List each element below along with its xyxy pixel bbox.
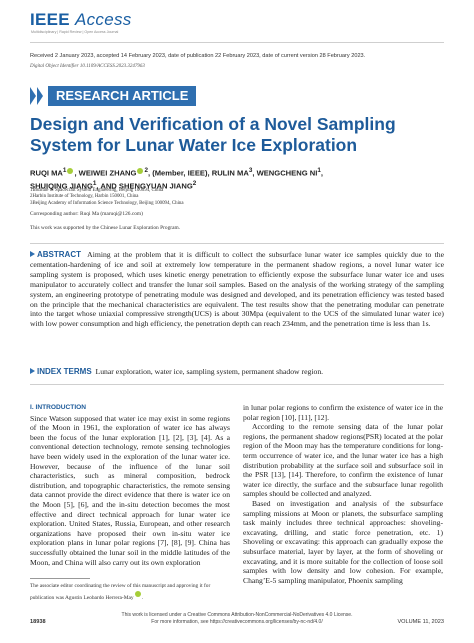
affiliation-line: 2Harbin Institute of Technology, Harbin 150001, China — [30, 194, 139, 200]
paragraph: in lunar polar regions to confirm the existence of water ice in the polar region [10], [11], [12]. — [243, 403, 443, 422]
author-name: , WEIWEI ZHANG — [74, 168, 137, 178]
author-name: RUQI MA — [30, 168, 63, 178]
author-affil-sup: 1 — [62, 167, 67, 174]
corresponding-author: Corresponding author: Ruqi Ma (maruqi@126.com) — [30, 211, 143, 217]
author-name: , AND SHENGYUAN JIANG — [96, 181, 193, 191]
abstract-heading: ABSTRACT — [37, 250, 81, 259]
editor-footnote: The associate editor coordinating the review of this manuscript and approving it for publication was Agustin Leobardo Herrera-May . — [30, 583, 211, 601]
logo-access: Access — [74, 10, 132, 29]
logo-tagline: Multidisciplinary | Rapid Review | Open Access Journal — [31, 30, 119, 34]
received-dates: Received 2 January 2023, accepted 14 February 2023, date of publication 22 February 2023, date of current version 28 February 2023. — [30, 53, 366, 59]
author-name: SHUIQING JIANG — [30, 181, 93, 191]
author-name: , (Member, IEEE), RULIN MA — [147, 168, 249, 178]
logo-ieee: IEEE — [30, 10, 70, 29]
funding-note: This work was supported by the Chinese Lunar Exploration Program. — [30, 225, 181, 231]
doi: Digital Object Identifier 10.1109/ACCESS.2023.3247963 — [30, 64, 145, 69]
page-number: 18938 — [30, 619, 46, 625]
paragraph: Based on investigation and analysis of the subsurface sampling missions at Moon or planets, the subsurface sampling task mainly includes three technical approaches: shoveling-excavating, drilling, and static force penetration, etc. 1) Shoveling or excavating: this approach can gradually expose the subsurface material, layer by layer, at the form of shoveling or excavating, and it is more suitable for the collection of loose soil samples with low density and low cohesion. For example, Chang’E-5 sampling manipulator, Phoenix sampling — [243, 498, 443, 585]
footnote-text: The associate editor coordinating the review of this manuscript and approving it for publication was Agustin Leobardo Herrera-May — [30, 583, 211, 601]
ieee-access-logo — [30, 10, 132, 30]
affiliations — [30, 188, 440, 207]
author-affil-sup: 3 — [248, 167, 253, 174]
right-column — [243, 403, 443, 585]
section-heading: I. INTRODUCTION — [30, 404, 87, 411]
license-line: This work is licensed under a Creative Commons Attribution-NonCommercial-NoDerivatives 4.0 License. — [121, 612, 353, 618]
index-terms-heading: INDEX TERMS — [37, 367, 92, 376]
triangle-bullet-icon — [30, 251, 35, 257]
badge-label: RESEARCH ARTICLE — [48, 86, 196, 106]
paragraph: Since Watson supposed that water ice may exist in some regions of the Moon in 1961, the exploration of water ice has always been the focus of the lunar exploration [1], [2], [3], [4]. As a conventional detection technology, remote sensing technologies have been widely used in the exploration of the lunar water ice. However, because of the influence of the lunar soil characteristics, such as mineral composition, bedrock distribution, and topographic characteristics, the remote sensing data cannot provide the direct evidence that there is water ice on the Moon [5], [6], and the in-situ detection becomes the most effective and direct technical approach for lunar water ice exploration. United States, Russia, European, and other research organizations have proposed their own in-situ water ice exploration plans in lunar polar regions [7], [8], [9]. China has successfully obtained the lunar soil in the middle latitudes of the Moon, and China will also carry out its own exploration — [30, 413, 230, 567]
volume-label: VOLUME 11, 2023 — [397, 619, 444, 625]
license-notice — [30, 612, 444, 625]
article-type-badge — [30, 86, 196, 106]
orcid-icon[interactable] — [137, 168, 143, 174]
author-affil-sup: 2 — [144, 167, 148, 174]
orcid-icon[interactable] — [67, 168, 73, 174]
index-terms-text: Lunar exploration, water ice, sampling system, permanent shadow region. — [95, 367, 324, 376]
orcid-icon[interactable] — [135, 591, 141, 597]
left-column — [30, 403, 230, 567]
triangle-bullet-icon — [30, 368, 35, 374]
abstract-top-divider — [30, 243, 444, 244]
author-affil-sup: 1 — [317, 167, 321, 174]
author-separator: , — [320, 168, 323, 178]
license-link[interactable]: For more information, see https://creativecommons.org/licenses/by-nc-nd/4.0/ — [151, 618, 323, 625]
author-affil-sup: 2 — [192, 179, 197, 187]
index-terms — [30, 367, 444, 377]
header-divider — [30, 42, 444, 43]
paragraph: According to the remote sensing data of the lunar polar regions, the permanent shadow regions(PSR) located at the polar region of the Moon may has the temperature conditions for long-term occurrence of water ice, and the lunar water ice has a high distribution probability at the surface soil and subsurface soil in the PSR [13], [14]. Therefore, to confirm the existence of lunar water ice directly, the surface and the subsurface lunar regolith samples should be collected and analyzed. — [243, 422, 443, 499]
body-top-divider — [30, 384, 444, 385]
paper-title: Design and Verification of a Novel Sampling System for Lunar Water Ice Exploration — [30, 114, 396, 155]
affiliation-line: 3Beijing Academy of Information Science Technology, Beijing 100094, China — [30, 200, 184, 206]
author-name: , WENGCHENG NI — [252, 168, 318, 178]
author-affil-sup: 1 — [92, 179, 97, 187]
abstract — [30, 250, 444, 329]
badge-chevrons-icon — [30, 86, 48, 106]
footnote-rule — [30, 578, 90, 579]
affiliation-line: 1Institute of Spacecraft System Engineering, Beijing 100094, China — [30, 188, 164, 193]
abstract-text: Aiming at the problem that it is difficult to collect the subsurface lunar water ice samples quickly due to the cementation-hardening of ice and soil at extremely low temperature in the permanent shadow regions, a novel lunar water ice sampling system is proposed, which uses kinetic energy penetration to efficiently expose the subsurface lunar water ice and uses manipulator to accurately collect and transfer the lunar soil samples. Based on the analysis of the working strategy of the sampling system, an engineering prototype of penetrating module was designed and developed, and its penetration efficiency was tested based on the principle that the mechanical characteristics are equivalent. The test results show that the penetrating modular can penetrate into the target whose uniaxial compressive strength(UCS) is about 30Mpa (equivalent to the UCS of the simulated lunar water ice) with low power consumption and high efficiency, the penetration depth can reach 234mm, and the penetration time is less than 1s. — [30, 250, 445, 329]
